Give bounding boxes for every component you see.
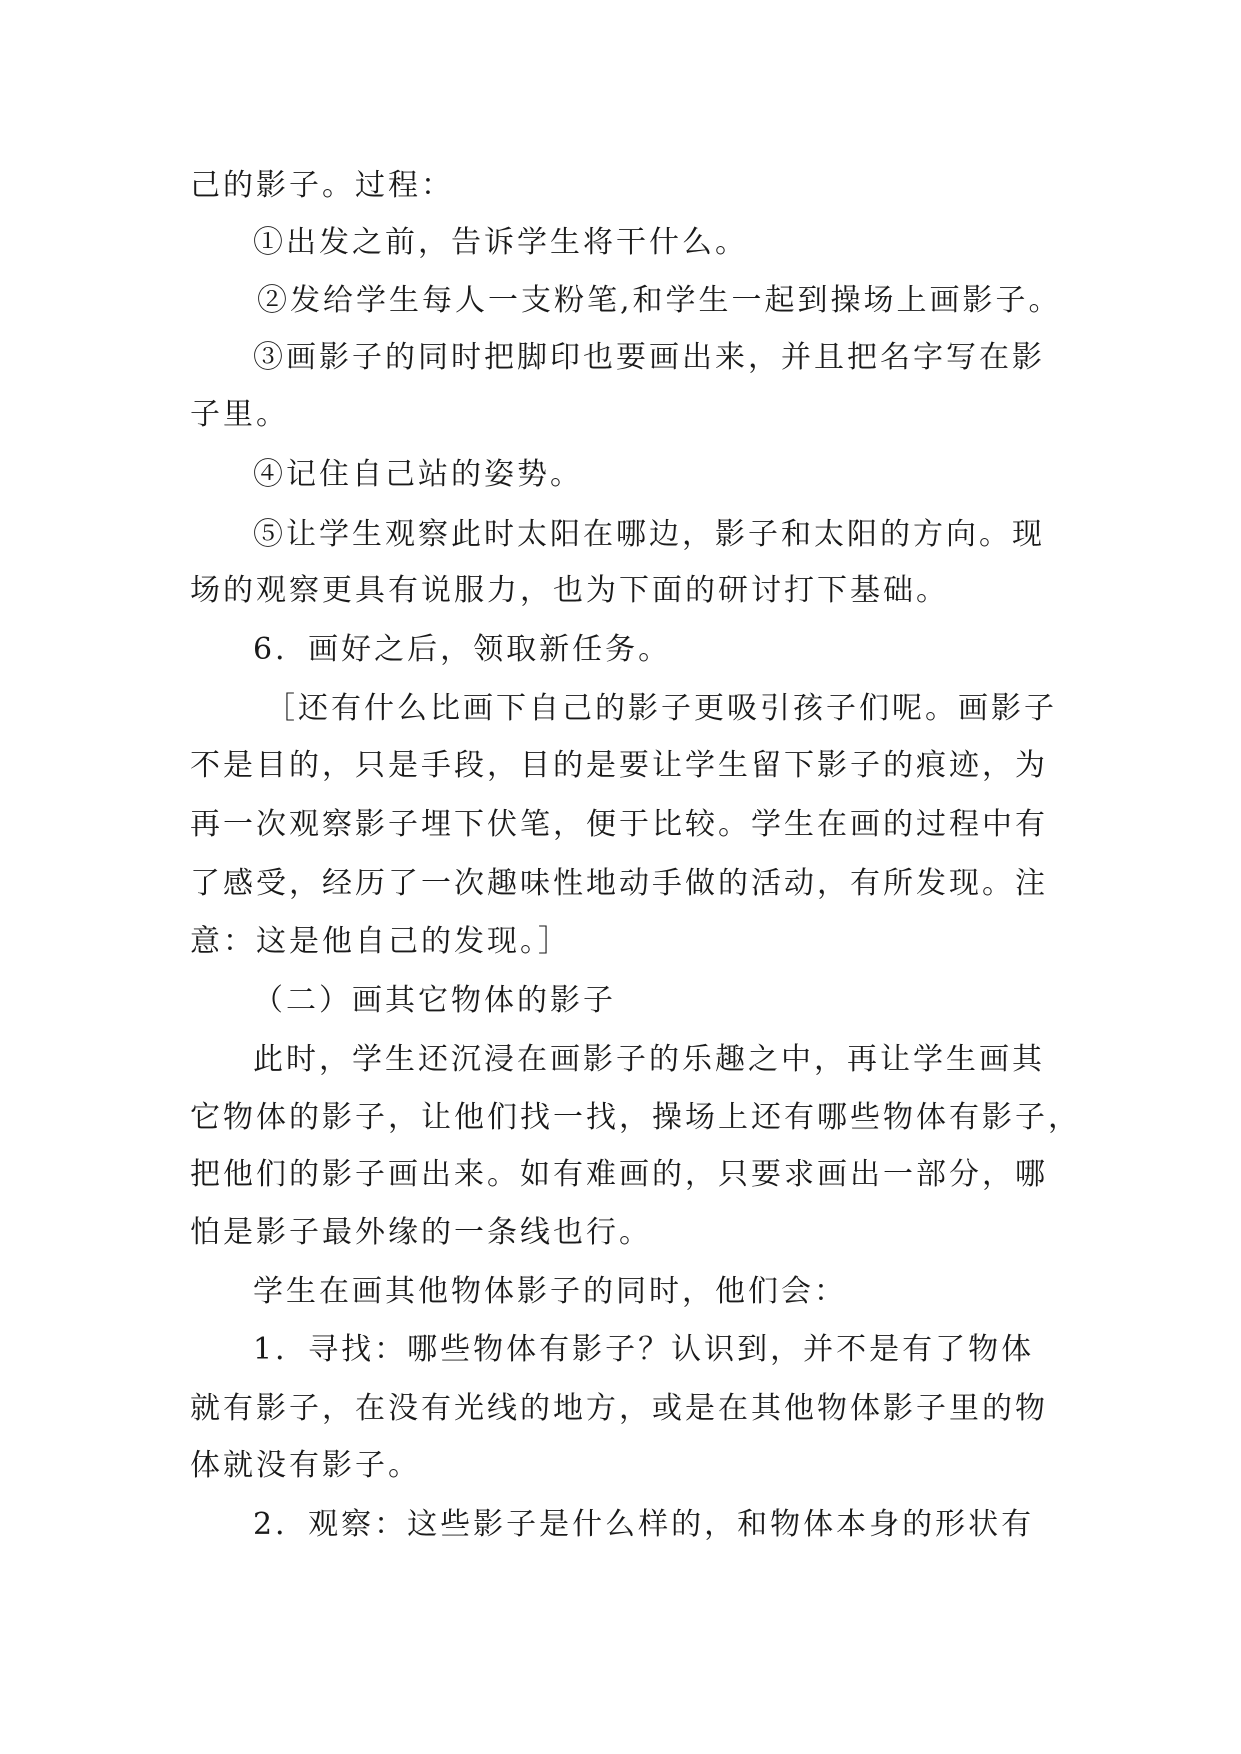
- text-line: ③画影子的同时把脚印也要画出来，并且把名字写在影: [253, 340, 1045, 375]
- text-line: 意：这是他自己的发现。］: [190, 924, 571, 959]
- section-heading: （二）画其它物体的影子: [253, 983, 616, 1018]
- text-line: ［还有什么比画下自己的影子更吸引孩子们呢。画影子: [265, 691, 1057, 726]
- text-line: 6．画好之后，领取新任务。: [253, 632, 672, 667]
- text-line: ⑤让学生观察此时太阳在哪边，影子和太阳的方向。现: [253, 517, 1045, 552]
- text-line: 怕是影子最外缘的一条线也行。: [190, 1215, 652, 1250]
- text-line: 2．观察：这些影子是什么样的，和物体本身的形状有: [253, 1507, 1035, 1542]
- text-line: ①出发之前，告诉学生将干什么。: [253, 225, 748, 260]
- text-line: 学生在画其他物体影子的同时，他们会：: [253, 1274, 847, 1309]
- text-line: 己的影子。过程：: [190, 168, 454, 203]
- text-line: 了感受，经历了一次趣味性地动手做的活动，有所发现。注: [190, 866, 1048, 901]
- text-line: 把他们的影子画出来。如有难画的，只要求画出一部分，哪: [190, 1157, 1048, 1192]
- text-line: 子里。: [190, 397, 289, 432]
- text-line: 体就没有影子。: [190, 1448, 421, 1483]
- text-line: ②发给学生每人一支粉笔,和学生一起到操场上画影子。: [257, 283, 1062, 318]
- text-line: 不是目的，只是手段，目的是要让学生留下影子的痕迹，为: [190, 748, 1048, 783]
- text-line: 就有影子，在没有光线的地方，或是在其他物体影子里的物: [190, 1391, 1048, 1426]
- text-line: 此时，学生还沉浸在画影子的乐趣之中，再让学生画其: [253, 1042, 1045, 1077]
- text-line: 1．寻找：哪些物体有影子？认识到，并不是有了物体: [253, 1332, 1035, 1367]
- text-line: 它物体的影子，让他们找一找，操场上还有哪些物体有影子，: [190, 1100, 1081, 1135]
- text-line: 再一次观察影子埋下伏笔，便于比较。学生在画的过程中有: [190, 807, 1048, 842]
- text-line: ④记住自己站的姿势。: [253, 457, 583, 492]
- text-line: 场的观察更具有说服力，也为下面的研讨打下基础。: [190, 573, 949, 608]
